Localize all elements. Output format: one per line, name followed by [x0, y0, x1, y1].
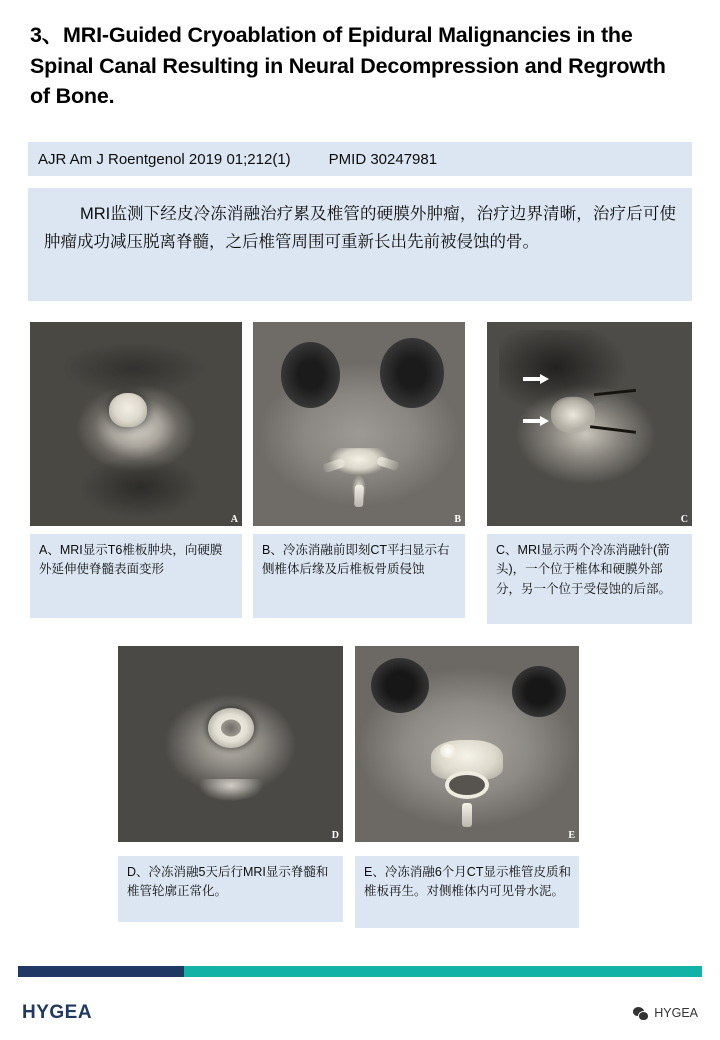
figure-image-a	[30, 322, 242, 526]
ct-e-bone-cement	[440, 744, 456, 758]
ct-e-lung-left	[371, 658, 429, 713]
ct-b-lung-left	[281, 342, 340, 407]
mri-a-dark-region-top	[60, 342, 208, 395]
wechat-icon	[633, 1007, 648, 1020]
cryoablation-needle-lower	[589, 425, 635, 434]
panel-letter-e: E	[568, 830, 575, 841]
figure-caption-a: A、MRI显示T6椎板肿块，向硬膜外延伸使脊髓表面变形	[30, 534, 242, 618]
citation-bar	[28, 142, 692, 176]
ct-b-lung-right	[380, 338, 444, 407]
footer-wechat	[633, 1006, 698, 1020]
arrow-icon-lower	[523, 416, 549, 426]
mri-axial-c	[487, 322, 692, 526]
panel-letter-a: A	[230, 514, 238, 525]
panel-letter-b: B	[454, 514, 461, 525]
figure-caption-b: B、冷冻消融前即刻CT平扫显示右侧椎体后缘及后椎板骨质侵蚀	[253, 534, 465, 618]
footer-bar-navy	[18, 966, 184, 977]
mri-a-dark-region-bottom	[81, 457, 200, 518]
mri-d-spinal-cord	[208, 708, 254, 748]
figure-image-c	[487, 322, 692, 526]
mri-axial-a	[30, 322, 242, 526]
mri-axial-d	[118, 646, 343, 842]
footer-logo: HYGEA	[22, 1002, 93, 1023]
figure-image-b	[253, 322, 465, 526]
panel-letter-c: C	[680, 514, 688, 525]
arrow-icon-upper	[523, 374, 549, 384]
ct-axial-b	[253, 322, 465, 526]
footer-bar-teal	[184, 966, 702, 977]
panel-letter-d: D	[331, 830, 339, 841]
mri-c-bright-region	[551, 396, 595, 432]
figure-image-d	[118, 646, 343, 842]
mri-d-lamina	[199, 779, 263, 801]
ct-axial-e	[355, 646, 579, 842]
citation-pmid: PMID 30247981	[328, 150, 438, 168]
abstract-text: MRI监测下经皮冷冻消融治疗累及椎管的硬膜外肿瘤，治疗边界清晰，治疗后可使肿瘤成功减压脱离脊髓，之后椎管周围可重新长出先前被侵蚀的骨。	[28, 188, 692, 301]
figure-caption-d: D、冷冻消融5天后行MRI显示脊髓和椎管轮廓正常化。	[118, 856, 343, 922]
figure-caption-c: C、MRI显示两个冷冻消融针(箭头)，一个位于椎体和硬膜外部分，另一个位于受侵蚀的后部。	[487, 534, 692, 624]
citation-journal: AJR Am J Roentgenol 2019 01;212(1)	[38, 150, 291, 168]
footer-wechat-label: HYGEA	[654, 1006, 698, 1020]
figure-image-e	[355, 646, 579, 842]
ct-e-lung-right	[512, 666, 566, 717]
ct-e-spinal-canal	[449, 775, 485, 795]
ct-b-spinous-process	[354, 485, 364, 507]
figure-caption-e: E、冷冻消融6个月CT显示椎管皮质和椎板再生。对侧椎体内可见骨水泥。	[355, 856, 579, 928]
ct-e-spinous-process	[462, 803, 472, 827]
page-title: 3、MRI-Guided Cryoablation of Epidural Malignancies in the Spinal Canal Resulting in Neural Decompression and Regrowth of Bone.	[30, 23, 666, 109]
